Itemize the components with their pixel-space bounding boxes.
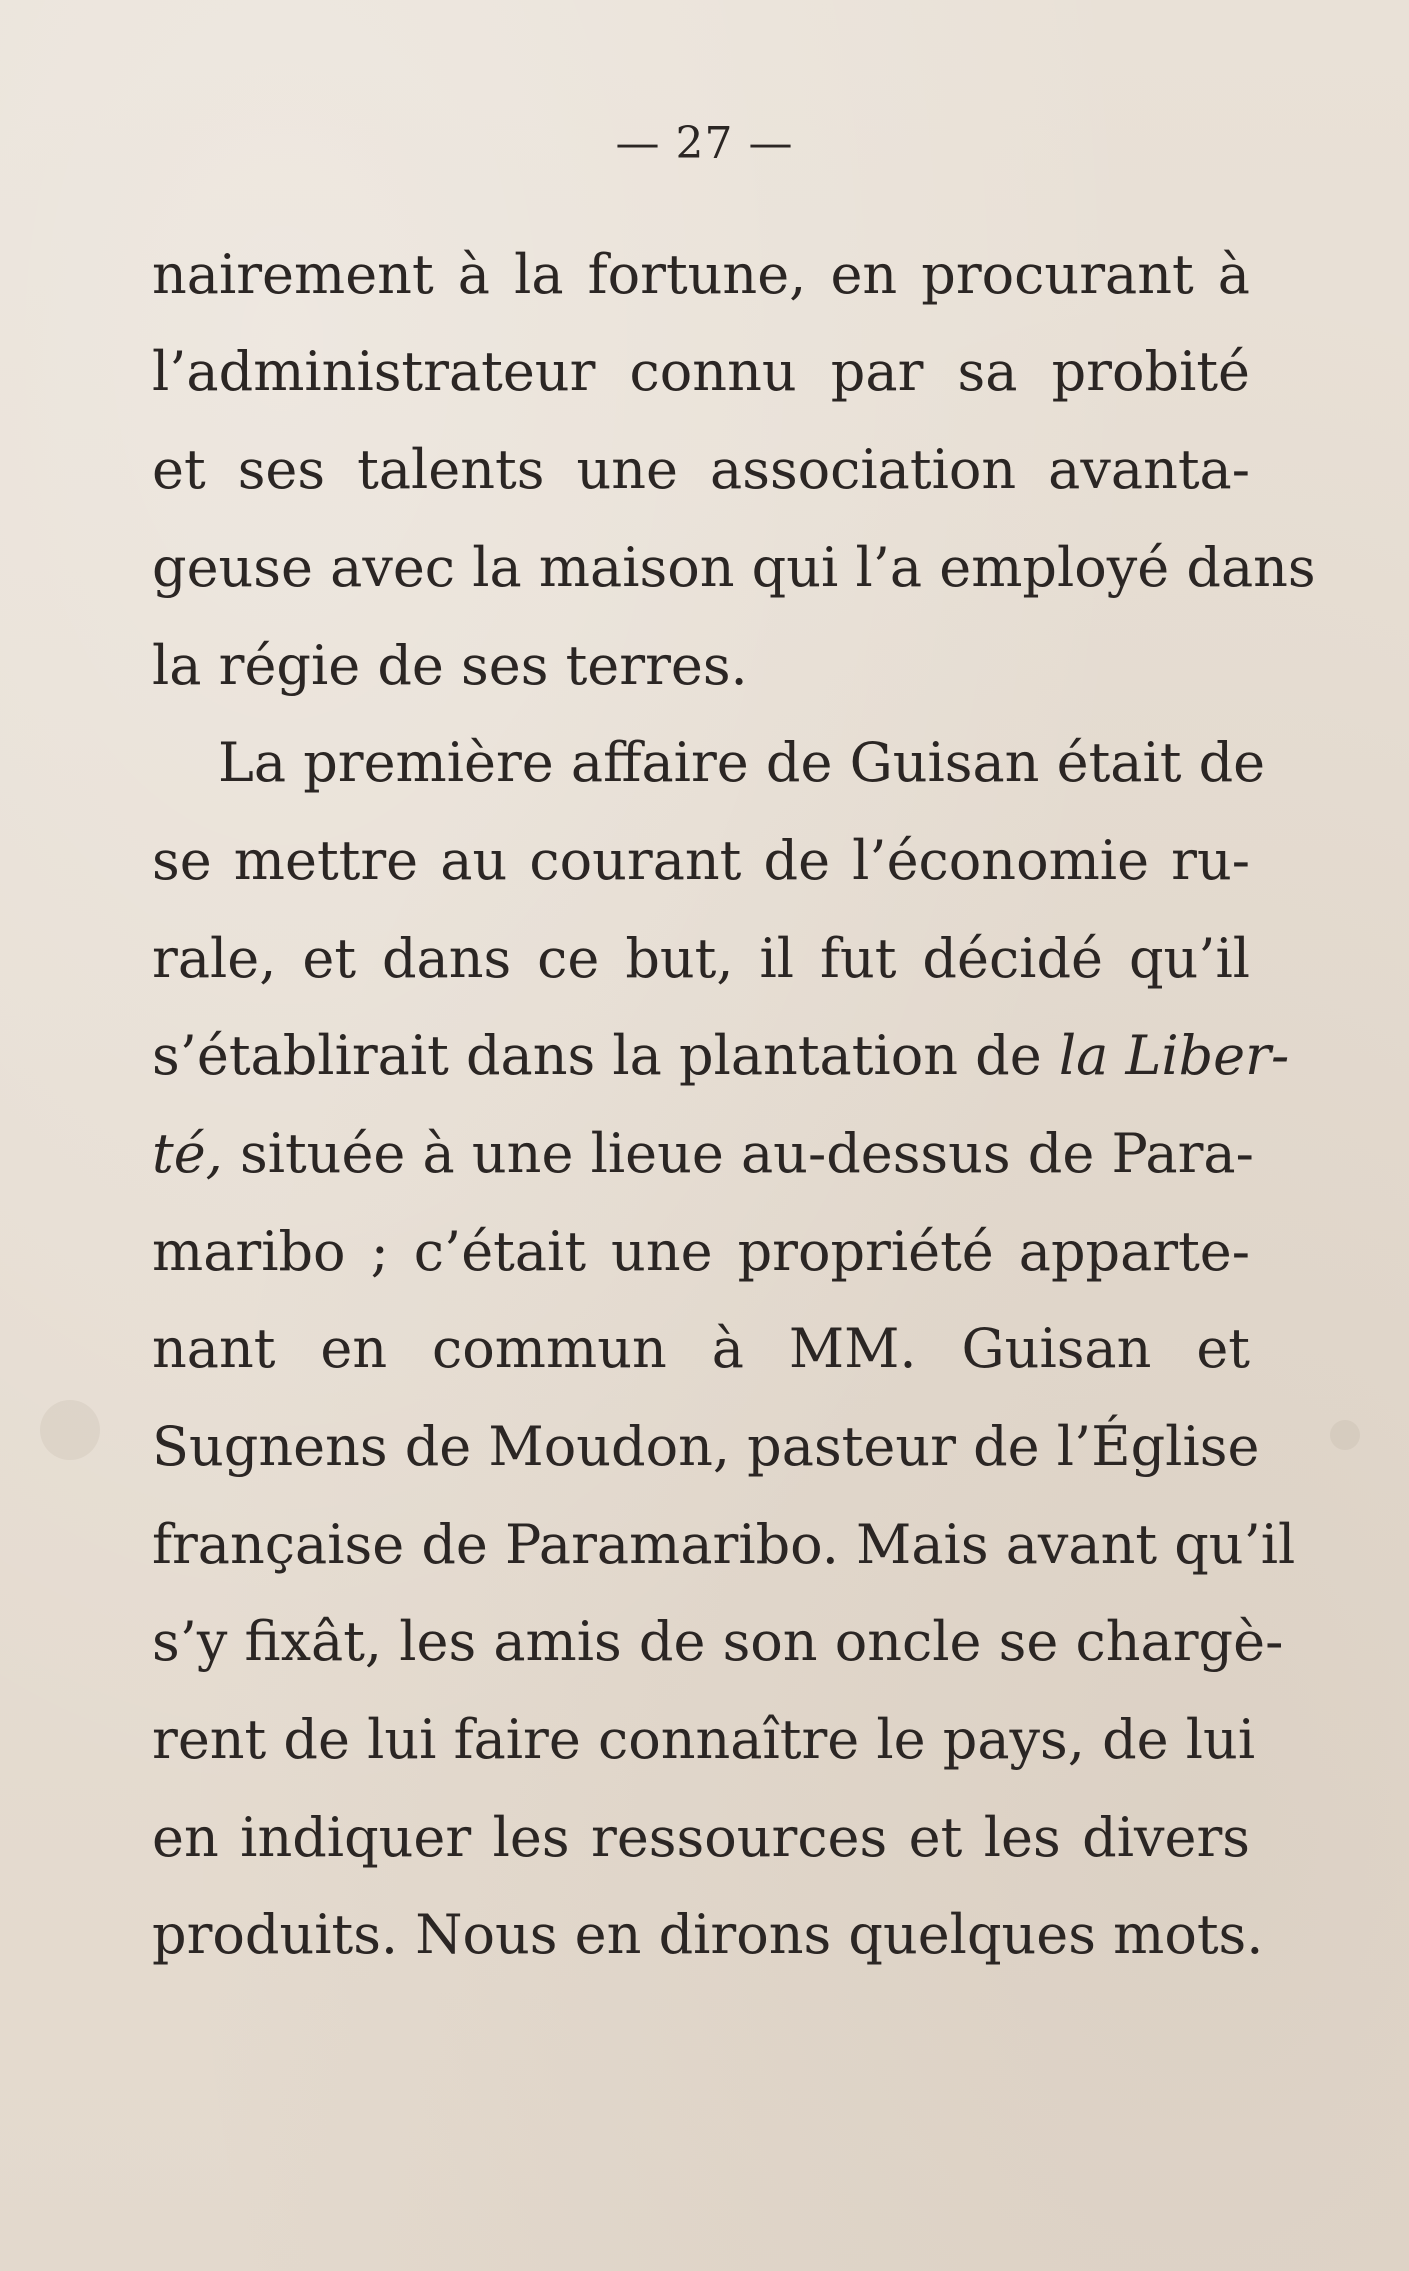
text-run: située à une lieue au-dessus de Para- xyxy=(222,1122,1254,1185)
text-line: produits. Nous en dirons quelques mots. xyxy=(152,1903,1264,1966)
text-line: geuse avec la maison qui l’a employé dans xyxy=(152,536,1316,599)
text-line: nant en commun à MM. Guisan et xyxy=(152,1317,1250,1380)
text-line: La première affaire de Guisan était de xyxy=(218,731,1266,794)
text-line: se mettre au courant de l’économie ru- xyxy=(152,829,1250,892)
paper-stain xyxy=(1330,1420,1360,1450)
text-line: en indiquer les ressources et les divers xyxy=(152,1806,1250,1869)
text-line: rale, et dans ce but, il fut décidé qu’il xyxy=(152,927,1250,990)
page-number: — 27 — xyxy=(615,118,794,169)
text-line: l’administrateur connu par sa probité xyxy=(152,340,1250,403)
text-line: rent de lui faire connaître le pays, de lui xyxy=(152,1708,1256,1771)
text-line: Sugnens de Moudon, pasteur de l’Église xyxy=(152,1415,1260,1478)
paper-stain xyxy=(40,1400,100,1460)
text-line: la régie de ses terres. xyxy=(152,634,748,697)
text-line: et ses talents une association avanta- xyxy=(152,438,1250,501)
text-line xyxy=(152,1122,1254,1185)
text-line: nairement à la fortune, en procurant à xyxy=(152,243,1250,306)
italic-run: la Liber- xyxy=(1058,1024,1290,1087)
text-line: s’y fixât, les amis de son oncle se chargè- xyxy=(152,1610,1284,1673)
text-line: maribo ; c’était une propriété apparte- xyxy=(152,1220,1250,1283)
text-run: s’établirait dans la plantation de xyxy=(152,1024,1059,1087)
text-line: française de Paramaribo. Mais avant qu’il xyxy=(152,1513,1296,1576)
italic-run: té, xyxy=(152,1122,223,1185)
text-line xyxy=(152,1024,1290,1087)
